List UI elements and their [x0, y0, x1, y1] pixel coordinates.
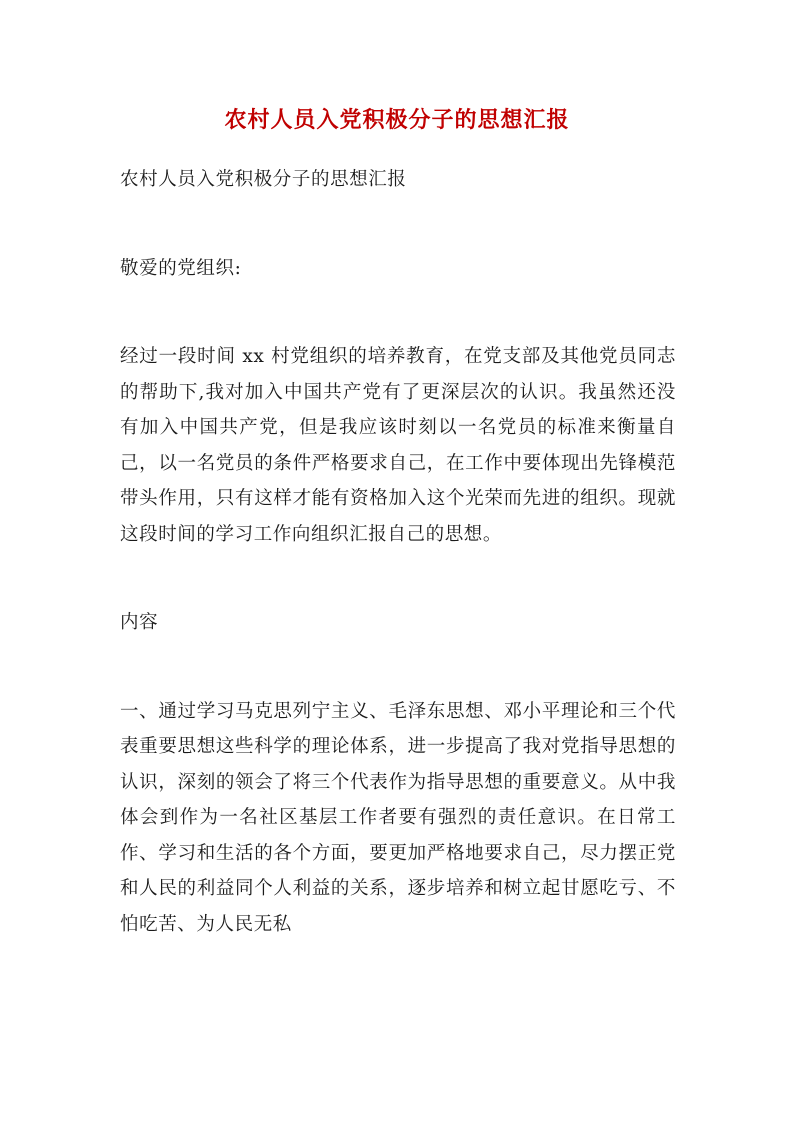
document-title: 农村人员入党积极分子的思想汇报 [224, 107, 570, 133]
paragraph-spacer [120, 286, 676, 339]
intro-paragraph: 经过一段时间 xx 村党组织的培养教育，在党支部及其他党员同志的帮助下,我对加入中国共产党有了更深层次的认识。我虽然还没有加入中国共产党，但是我应该时刻以一名党员的标准来衡量自己，以一名党员的条件严格要求自己，在工作中要体现出先锋模范带头作用，只有这样才能有资格加入这个光荣而先进的组织。现就这段时间的学习工作向组织汇报自己的思想。 [120, 346, 676, 545]
document-subtitle: 农村人员入党积极分子的思想汇报 [120, 169, 407, 190]
section-one-paragraph: 一、通过学习马克思列宁主义、毛泽东思想、邓小平理论和三个代表重要思想这些科学的理论体系，进一步提高了我对党指导思想的认识，深刻的领会了将三个代表作为指导思想的重要意义。从中我体会到作为一名社区基层工作者要有强烈的责任意识。在日常工作、学习和生活的各个方面，要更加严格地要求自己，尽力摆正党和人民的利益同个人利益的关系，逐步培养和树立起甘愿吃亏、不怕吃苦、为人民无私 [120, 700, 676, 935]
document-body [120, 162, 676, 942]
section-heading: 内容 [120, 612, 159, 633]
paragraph-spacer [120, 641, 676, 694]
paragraph-spacer [120, 552, 676, 605]
salutation: 敬爱的党组织: [120, 257, 242, 279]
paragraph-spacer [120, 198, 676, 251]
